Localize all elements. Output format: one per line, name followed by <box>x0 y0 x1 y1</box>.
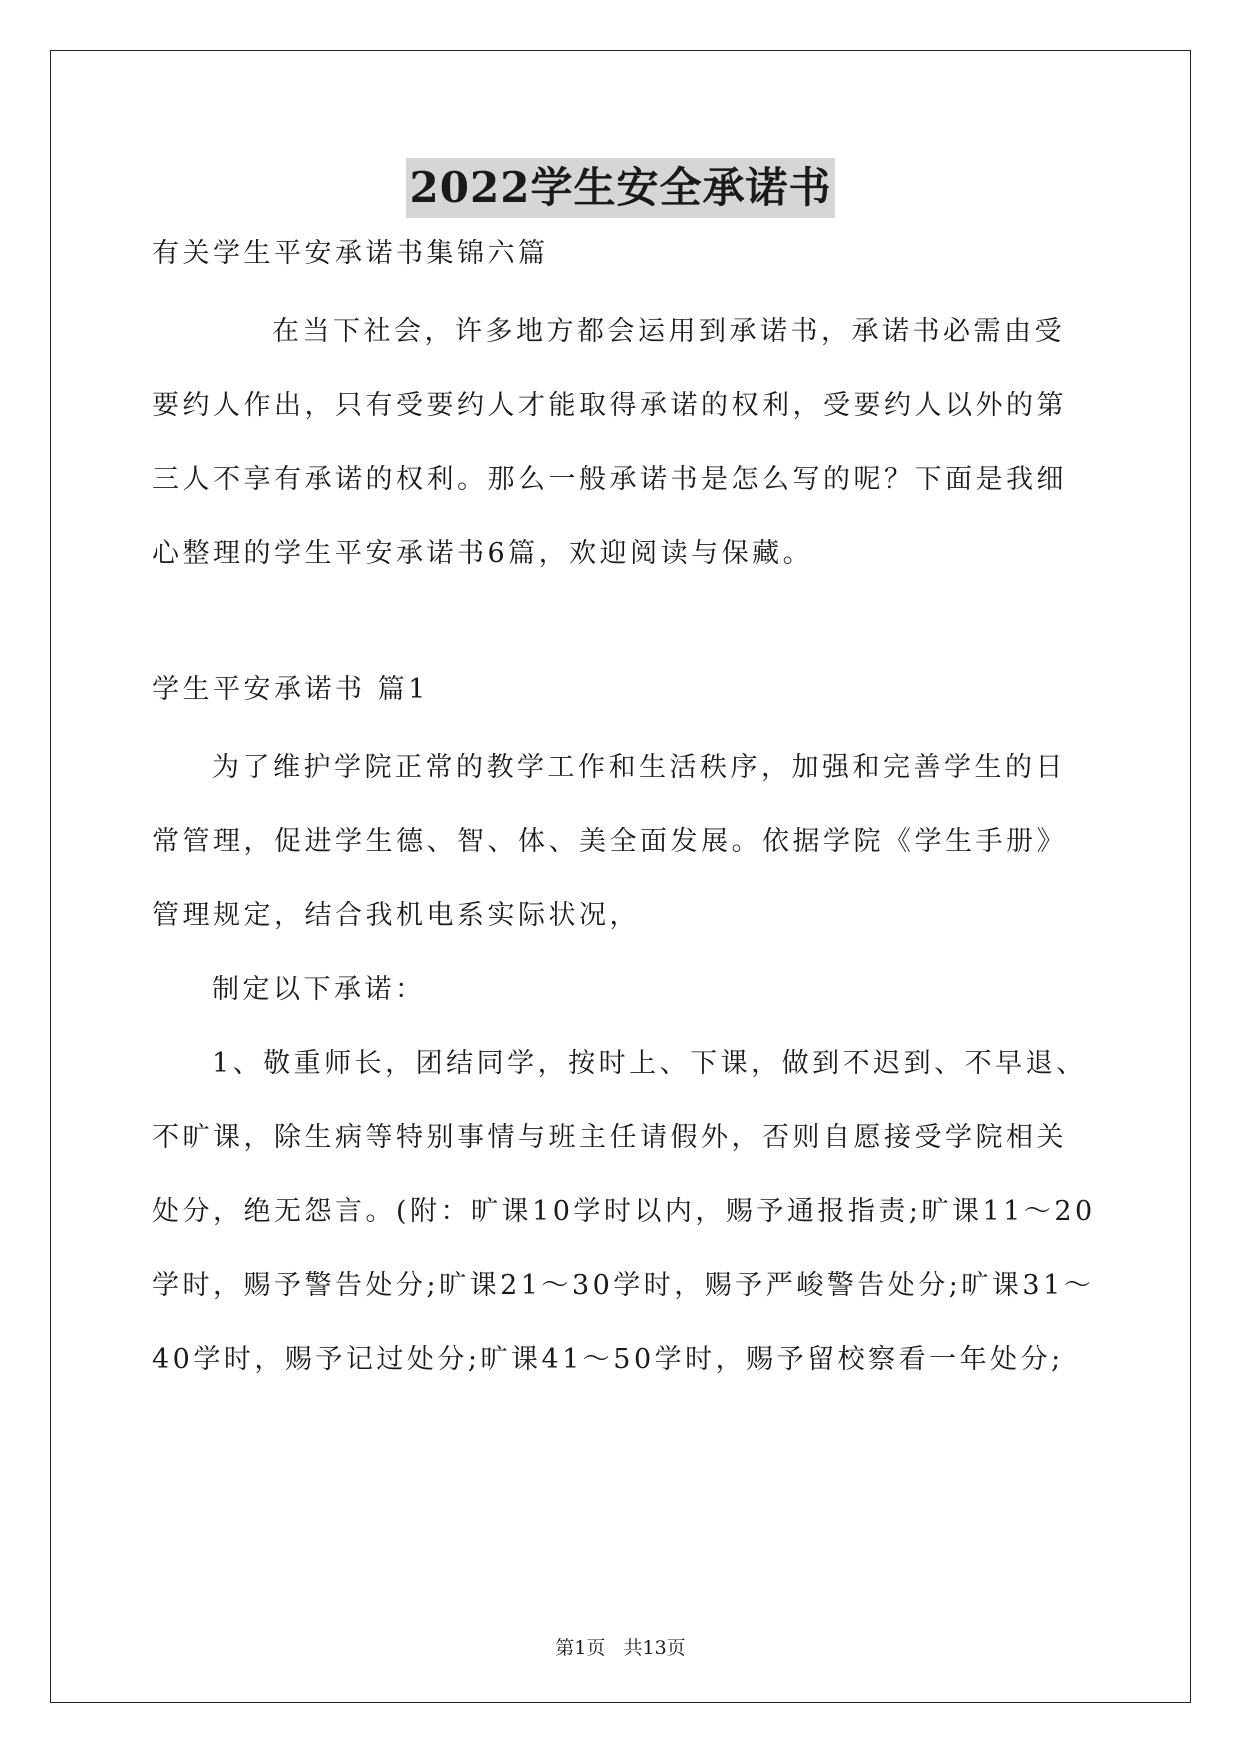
document-title: 2022学生安全承诺书 <box>406 158 836 218</box>
body-line: 常管理，促进学生德、智、体、美全面发展。依据学院《学生手册》 <box>152 826 1067 857</box>
body-line: 学时，赐予警告处分;旷课21～30学时，赐予严峻警告处分;旷课31～ <box>152 1270 1095 1301</box>
page-number-footer: 第1页 共13页 <box>555 1637 686 1659</box>
section-heading: 学生平安承诺书 篇1 <box>152 674 429 705</box>
title-container <box>0 158 1241 218</box>
body-line: 管理规定，结合我机电系实际状况， <box>152 900 640 931</box>
intro-line: 心整理的学生平安承诺书6篇，欢迎阅读与保藏。 <box>152 538 814 569</box>
document-subtitle: 有关学生平安承诺书集锦六篇 <box>152 238 549 269</box>
body-line: 不旷课，除生病等特别事情与班主任请假外，否则自愿接受学院相关 <box>152 1122 1067 1153</box>
intro-line: 要约人作出，只有受要约人才能取得承诺的权利，受要约人以外的第 <box>152 390 1067 421</box>
page-border <box>50 50 1191 1703</box>
body-line: 为了维护学院正常的教学工作和生活秩序，加强和完善学生的日 <box>212 752 1066 783</box>
body-line: 制定以下承诺： <box>212 974 426 1005</box>
body-line: 40学时，赐予记过处分;旷课41～50学时，赐予留校察看一年处分; <box>152 1344 1064 1375</box>
body-line: 处分，绝无怨言。(附：旷课10学时以内，赐予通报指责;旷课11～20 <box>152 1196 1096 1227</box>
body-line: 1、敬重师长，团结同学，按时上、下课，做到不迟到、不早退、 <box>212 1048 1087 1079</box>
intro-line: 在当下社会，许多地方都会运用到承诺书，承诺书必需由受 <box>272 316 1065 347</box>
intro-line: 三人不享有承诺的权利。那么一般承诺书是怎么写的呢？下面是我细 <box>152 464 1067 495</box>
